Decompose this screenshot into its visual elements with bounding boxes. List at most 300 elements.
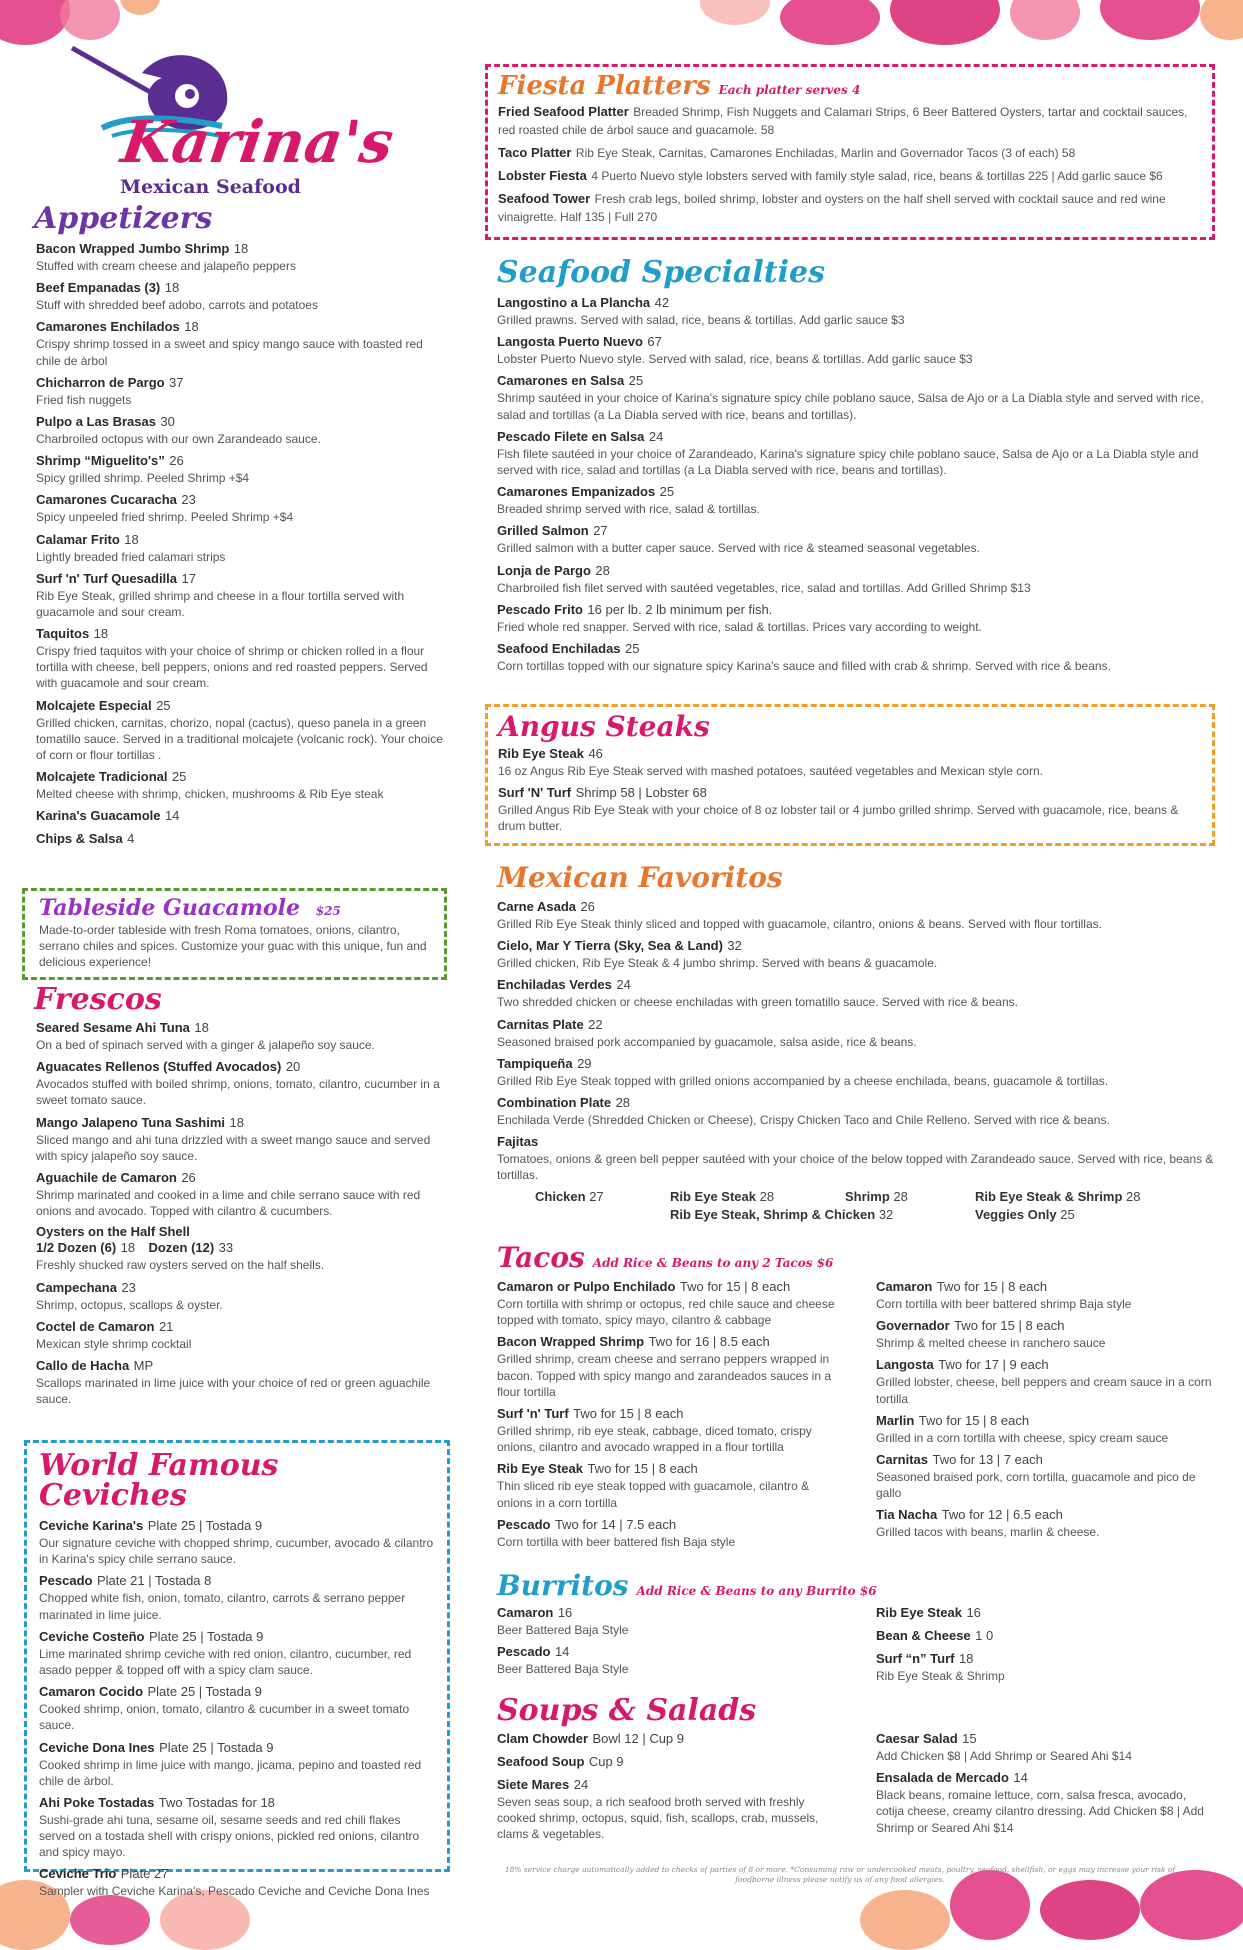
item-name: Camarones Enchilados	[36, 319, 180, 335]
menu-item	[876, 1278, 1215, 1312]
item-price: Two for 17 | 9 each	[938, 1357, 1049, 1373]
section-title: World Famous Ceviches	[39, 1448, 279, 1513]
item-description: Grilled prawns. Served with salad, rice, beans & tortillas. Add garlic sauce $3	[497, 313, 905, 327]
menu-item	[876, 1317, 1215, 1351]
menu-item	[497, 1055, 1215, 1089]
burritos-section	[485, 1569, 1215, 1689]
section-title: Fiesta Platters Each platter serves 4	[498, 71, 861, 101]
item-name: Rib Eye Steak	[498, 746, 584, 761]
menu-item	[876, 1412, 1215, 1446]
item-name: Taquitos	[36, 626, 90, 642]
item-price: Two for 14 | 7.5 each	[554, 1516, 677, 1532]
menu-item	[497, 1604, 836, 1638]
item-name: Camaron	[876, 1279, 933, 1294]
menu-item	[36, 413, 447, 447]
guacamole-box	[22, 888, 447, 980]
item-description: Corn tortilla with beer battered shrimp Baja style	[876, 1297, 1132, 1311]
section-title: Soups & Salads	[497, 1693, 757, 1728]
fajita-name: Rib Eye Steak & Shrimp	[975, 1188, 1123, 1204]
menu-item	[497, 522, 1215, 556]
item-price: 18	[184, 319, 199, 335]
item-price: 23	[121, 1279, 136, 1295]
item-name: Carnitas	[876, 1451, 929, 1467]
menu-item	[36, 1019, 447, 1053]
item-price: 26	[169, 453, 184, 469]
menu-item	[497, 1730, 836, 1748]
menu-item	[497, 333, 1215, 367]
fajita-price: 32	[878, 1206, 894, 1222]
menu-item	[497, 1460, 836, 1510]
menu-item	[497, 898, 1215, 932]
item-description: Lime marinated shrimp ceviche with red onion, cilantro, cucumber, red asado pepper & topped off with a spicy clam sauce.	[39, 1646, 412, 1677]
menu-item	[497, 1278, 836, 1328]
menu-item	[498, 144, 1202, 162]
item-description: Shrimp marinated and cooked in a lime and chile serrano sauce with red onions and avocado. Topped with cilantro & cucumbers.	[36, 1187, 421, 1219]
fajita-option	[845, 1189, 975, 1204]
item-name: Marlin	[876, 1412, 915, 1428]
fajita-price: 28	[759, 1188, 775, 1204]
item-description: Charbroiled fish filet served with sautéed vegetables, rice, salad and tortillas. Add Grilled Shrimp $13	[497, 580, 1031, 595]
item-price: 24	[616, 977, 631, 993]
item-name: Campechana	[36, 1279, 117, 1295]
item-description: Enchilada Verde (Shredded Chicken or Cheese), Crispy Chicken Taco and Chile Relleno. Served with rice & beans.	[497, 1112, 1110, 1127]
menu-item	[497, 1776, 836, 1843]
item-description: Cooked shrimp in lime juice with mango, jicama, pepino and toasted red chile de àrbol.	[39, 1757, 422, 1788]
menu-item	[36, 240, 447, 274]
item-description: On a bed of spinach served with a ginger & jalapeño soy sauce.	[36, 1038, 375, 1052]
item-name: Langosta	[876, 1357, 934, 1373]
item-price: 4	[127, 831, 135, 847]
item-name: Molcajete Tradicional	[36, 769, 168, 785]
item-price: 23	[181, 492, 196, 508]
item-price: Two for 16 | 8.5 each	[648, 1334, 770, 1350]
item-description: Seasoned braised pork accompanied by guacamole, salsa aside, rice & beans.	[497, 1034, 917, 1049]
item-price: Cup 9	[588, 1754, 624, 1769]
menu-item	[36, 1318, 447, 1352]
menu-item	[876, 1730, 1215, 1764]
item-name: Cielo, Mar Y Tierra (Sky, Sea & Land)	[497, 938, 723, 954]
item-name: Calamar Frito	[36, 531, 120, 547]
menu-item	[876, 1650, 1215, 1684]
item-name: Combination Plate	[497, 1094, 612, 1110]
item-name: Chips & Salsa	[36, 831, 123, 847]
item-description: Lobster Puerto Nuevo style. Served with salad, rice, beans & tortillas. Add garlic sauce $3	[497, 352, 973, 367]
item-name: Bean & Cheese	[876, 1628, 971, 1643]
item-description: Beer Battered Baja Style	[497, 1662, 629, 1677]
guacamole-title: Tableside Guacamole $25	[39, 895, 341, 921]
fajita-option	[670, 1189, 845, 1204]
menu-item	[36, 807, 447, 825]
item-description: Grilled in a corn tortilla with cheese, spicy cream sauce	[876, 1430, 1169, 1445]
item-price: Two for 15 | 8 each	[918, 1412, 1030, 1428]
item-name: Pescado	[497, 1516, 551, 1532]
item-price: Two for 13 | 7 each	[932, 1451, 1043, 1467]
item-name: Seafood Enchiladas	[497, 640, 621, 656]
item-price: Plate 25 | Tostada 9	[147, 1684, 262, 1700]
item-name: Seared Sesame Ahi Tuna	[36, 1020, 190, 1035]
item-name: Aguachile de Camaron	[36, 1169, 177, 1185]
menu-item	[39, 1739, 435, 1789]
menu-item	[497, 483, 1215, 517]
item-description: Chopped white fish, onion, tomato, cilantro, carrots & serrano pepper marinated in lime juice.	[39, 1591, 406, 1622]
item-price: 22	[588, 1016, 603, 1032]
menu-item	[39, 1572, 435, 1622]
fajita-name: Veggies Only	[975, 1206, 1057, 1222]
item-description: Rib Eye Steak, Carnitas, Camarones Enchiladas, Marlin and Governador Tacos (3 of each) 58	[575, 146, 1076, 160]
item-price: MP	[133, 1357, 154, 1373]
fiesta-subtitle: Each platter serves 4	[718, 83, 861, 97]
menu-item	[876, 1769, 1215, 1836]
item-description: Beer Battered Baja Style	[497, 1623, 629, 1637]
item-description: Spicy unpeeled fried shrimp. Peeled Shrimp +$4	[36, 510, 294, 525]
item-price: 20	[285, 1059, 301, 1075]
item-description: 16 oz Angus Rib Eye Steak served with mashed potatoes, sautéed vegetables and Mexican style corn.	[498, 764, 1043, 778]
item-description: Seasoned braised pork, corn tortilla, guacamole and pico de gallo	[876, 1469, 1196, 1501]
item-name: Shrimp “Miguelito's”	[36, 453, 165, 469]
item-name: Seafood Tower	[498, 191, 591, 206]
item-name: Pescado Filete en Salsa	[497, 428, 645, 444]
item-price: Two for 15 | 8 each	[679, 1279, 791, 1294]
item-description: Our signature ceviche with chopped shrimp, cucumber, avocado & cilantro in Karina's spicy chile serrano sauce.	[39, 1536, 434, 1567]
item-price: Plate 25 | Tostada 9	[147, 1518, 263, 1533]
item-price: 18	[233, 241, 249, 256]
item-description: Charbroiled octopus with our own Zarandeado sauce.	[36, 431, 321, 446]
item-price: Two Tostadas for 18	[158, 1794, 275, 1810]
item-price: Plate 25 | Tostada 9	[148, 1628, 264, 1644]
item-name: Camarones Empanizados	[497, 484, 656, 500]
menu-item	[497, 1405, 836, 1455]
brand-name: Karina's	[117, 108, 398, 176]
item-name: Camaron	[497, 1605, 554, 1620]
item-description: Corn tortilla with shrimp or octopus, red chile sauce and cheese topped with tomato, spicy mayo, cilantro & cabbage	[497, 1297, 835, 1328]
item-price: 15	[962, 1731, 977, 1746]
item-description: Scallops marinated in lime juice with your choice of red or green aguachile sauce.	[36, 1375, 431, 1407]
item-price: Two for 15 | 8 each	[936, 1279, 1048, 1294]
item-description: Grilled Rib Eye Steak topped with grilled onions accompanied by a cheese enchilada, beans, guacamole & tortillas.	[497, 1073, 1109, 1088]
item-price: 37	[169, 374, 184, 390]
item-description: Fresh crab legs, boiled shrimp, lobster and oysters on the half shell served with cocktail sauce and red wine vinaigrette. Half 135 | Full 270	[498, 192, 1166, 224]
item-name: Tampiqueña	[497, 1055, 573, 1071]
item-description: Thin sliced rib eye steak topped with guacamole, cilantro & onions in a corn tortilla	[497, 1479, 810, 1510]
item-price: 16	[966, 1605, 981, 1620]
menu-item	[498, 190, 1202, 226]
item-price: 30	[160, 413, 175, 429]
item-price: Shrimp 58 | Lobster 68	[575, 785, 707, 801]
item-price: 24	[573, 1777, 589, 1792]
menu-item	[36, 1357, 447, 1407]
item-description: Sliced mango and ahi tuna drizzled with a sweet mango sauce and served with spicy jalapeño soy sauce.	[36, 1132, 431, 1163]
item-name: Surf “n” Turf	[876, 1651, 955, 1666]
item-name: Camaron Cocido	[39, 1684, 144, 1700]
fajita-price: 28	[893, 1188, 908, 1204]
item-name: Carne Asada	[497, 899, 576, 914]
item-description: Fried fish nuggets	[36, 392, 132, 407]
item-name: Fried Seafood Platter	[498, 104, 629, 119]
item-description: Stuffed with cream cheese and jalapeño peppers	[36, 259, 296, 273]
item-name: Enchiladas Verdes	[497, 977, 612, 993]
item-price: 67	[647, 334, 662, 350]
item-description: Fried whole red snapper. Served with rice, salad & tortillas. Prices vary according to weight.	[497, 619, 982, 634]
fajita-price: 27	[589, 1188, 604, 1204]
item-description: Breaded shrimp served with rice, salad & tortillas.	[497, 502, 760, 517]
item-price: 16	[557, 1605, 573, 1620]
item-name: Pescado	[497, 1644, 551, 1660]
item-name: Bacon Wrapped Shrimp	[497, 1334, 645, 1350]
menu-item	[497, 937, 1215, 971]
appetizers-section	[22, 201, 447, 853]
item-description: Shrimp sautéed in your choice of Karina's signature spicy chile poblano sauce, Salsa de Ajo or a La Diabla style and served with rice, salad and tortillas (a La Diabla served with rice, beans and tortillas).	[497, 391, 1204, 422]
menu-item	[36, 279, 447, 313]
item-name: Rib Eye Steak	[497, 1461, 583, 1477]
item-price: 18	[164, 280, 180, 296]
logo	[22, 18, 447, 198]
item-price: 25	[625, 640, 640, 656]
menu-item	[497, 601, 1215, 635]
item-name: Clam Chowder	[497, 1731, 589, 1746]
item-price: 18	[93, 626, 109, 642]
menu-item	[498, 784, 1202, 834]
item-price: 1 0	[975, 1628, 994, 1643]
item-name: Callo de Hacha	[36, 1357, 130, 1373]
menu-item	[36, 374, 447, 408]
item-price: 18	[958, 1651, 974, 1666]
item-price: 29	[577, 1055, 592, 1071]
item-price: 18	[229, 1114, 244, 1130]
fajita-name: Rib Eye Steak, Shrimp & Chicken	[670, 1206, 876, 1222]
menu-item	[36, 531, 447, 565]
item-price: Two for 12 | 6.5 each	[941, 1507, 1063, 1523]
section-title: Tacos Add Rice & Beans to any 2 Tacos $6	[497, 1241, 834, 1274]
menu-item	[876, 1627, 1215, 1645]
item-name: Surf 'n' Turf Quesadilla	[36, 570, 178, 586]
item-name: Beef Empanadas (3)	[36, 280, 161, 296]
item-name: Fajitas	[497, 1134, 539, 1150]
item-description: Two shredded chicken or cheese enchiladas with green tomatillo sauce. Served with rice & beans.	[497, 995, 1018, 1010]
ceviches-box	[24, 1440, 450, 1899]
menu-item	[876, 1356, 1215, 1406]
item-price: 21	[158, 1318, 174, 1334]
item-description: Black beans, romaine lettuce, corn, salsa fresca, avocado, cotija cheese, creamy cilantro dressing. Add Chicken $8 | Add Shrimp or Seared Ahi $14	[876, 1788, 1204, 1835]
item-name: Taco Platter	[498, 145, 572, 160]
menu-item	[36, 1169, 447, 1219]
item-price: 26	[181, 1169, 196, 1185]
menu-item	[36, 452, 447, 486]
item-price: Plate 25 | Tostada 9	[159, 1739, 274, 1755]
item-description: Avocados stuffed with boiled shrimp, onions, tomato, cilantro, cucumber in a sweet tomato sauce.	[36, 1077, 440, 1108]
item-description: Lightly breaded fried calamari strips	[36, 549, 226, 564]
item-price: 26	[580, 899, 595, 914]
item-description: Cooked shrimp, onion, tomato, cilantro & cucumber in a sweet tomato sauce.	[39, 1702, 410, 1733]
section-title: Burritos Add Rice & Beans to any Burrito $6	[497, 1569, 877, 1602]
item-description: Rib Eye Steak, grilled shrimp and cheese in a flour tortilla served with guacamole and sour cream.	[36, 588, 405, 619]
menu-item	[39, 1628, 435, 1678]
item-name: Lobster Fiesta	[498, 168, 587, 183]
fiesta-platters-box	[485, 64, 1215, 240]
menu-item	[36, 318, 447, 368]
item-price: 14	[164, 808, 180, 824]
item-description: Stuff with shredded beef adobo, carrots and potatoes	[36, 298, 318, 313]
item-name: Camarones en Salsa	[497, 373, 625, 389]
menu-item	[876, 1506, 1215, 1540]
fajita-option	[975, 1207, 1175, 1222]
item-price: 25	[659, 484, 675, 500]
item-description: Spicy grilled shrimp. Peeled Shrimp +$4	[36, 471, 250, 486]
item-price: Two for 15 | 8 each	[587, 1461, 698, 1477]
item-name: Surf 'n' Turf	[497, 1405, 569, 1421]
footer-note: 18% service charge automatically added to checks of parties of 8 or more. *Consuming raw or undercooked meats, poultry, seafood, shellfish, or eggs may increase your risk of foodborne illness please notify us of any food allergies.	[504, 1865, 1176, 1884]
menu-item	[497, 976, 1215, 1010]
fajita-price: 28	[1126, 1188, 1141, 1204]
frescos-section	[22, 982, 447, 1412]
item-description: Grilled shrimp, cream cheese and serrano peppers wrapped in bacon. Topped with spicy mango and zarandeados sauces in a flour tortilla	[497, 1352, 832, 1399]
item-description: Tomatoes, onions & green bell pepper sautéed with your choice of the below topped with Zarandeado sauce. Served with rice, beans & tortillas.	[497, 1152, 1214, 1183]
menu-item	[497, 1516, 836, 1550]
item-name: Ceviche Karina's	[39, 1518, 144, 1533]
item-name: Chicharron de Pargo	[36, 374, 165, 390]
item-description: Shrimp, octopus, scallops & oyster.	[36, 1297, 223, 1312]
item-description: Sushi-grade ahi tuna, sesame oil, sesame seeds and red chili flakes served on a tostada shell with crispy onions, pickled red onions, cilantro and spicy mayo.	[39, 1812, 420, 1860]
item-name: Pulpo a Las Brasas	[36, 413, 156, 429]
item-description: Rib Eye Steak & Shrimp	[876, 1669, 1005, 1683]
item-price: 14	[554, 1644, 570, 1660]
burritos-subtitle: Add Rice & Beans to any Burrito $6	[636, 1584, 877, 1598]
tacos-subtitle: Add Rice & Beans to any 2 Tacos $6	[592, 1256, 834, 1270]
item-description: Melted cheese with shrimp, chicken, mushrooms & Rib Eye steak	[36, 787, 384, 802]
section-title: Frescos	[34, 982, 162, 1017]
fajita-price: 25	[1060, 1206, 1075, 1222]
item-description: Grilled salmon with a butter caper sauce. Served with rice & steamed seasonal vegetables.	[497, 541, 980, 556]
item-name: Ceviche Costeño	[39, 1628, 145, 1644]
menu-item	[36, 1114, 447, 1164]
item-name: Seafood Soup	[497, 1754, 585, 1769]
fajita-option	[535, 1189, 670, 1204]
item-name: Caesar Salad	[876, 1731, 958, 1746]
menu-item	[498, 167, 1202, 185]
item-price: Two for 15 | 8 each	[573, 1405, 684, 1421]
menu-item	[497, 1016, 1215, 1050]
item-description: Crispy shrimp tossed in a sweet and spicy mango sauce with toasted red chile de àrbol	[36, 337, 423, 368]
menu-item	[36, 697, 447, 764]
fajita-name: Rib Eye Steak	[670, 1188, 756, 1204]
item-price: Plate 27	[120, 1866, 169, 1882]
item-name: Siete Mares	[497, 1777, 570, 1792]
fajita-option	[975, 1189, 1175, 1204]
item-name: Ensalada de Mercado	[876, 1770, 1009, 1786]
menu-item	[36, 570, 447, 620]
item-price: 28	[595, 562, 610, 578]
menu-item	[497, 1753, 836, 1771]
menu-item	[39, 1683, 435, 1733]
soups-salads-section	[485, 1693, 1215, 1848]
item-price: 32	[727, 938, 742, 954]
item-description: Shrimp & melted cheese in ranchero sauce	[876, 1336, 1106, 1351]
item-name: Coctel de Camaron	[36, 1318, 155, 1334]
item-name: Surf 'N' Turf	[498, 785, 572, 801]
item-price: 27	[593, 523, 608, 539]
menu-item	[36, 830, 447, 848]
menu-item	[497, 1643, 836, 1677]
item-name: Langosta Puerto Nuevo	[497, 334, 643, 350]
item-description: Corn tortillas topped with our signature spicy Karina's sauce and filled with crab & shrimp. Served with rice & beans.	[497, 658, 1111, 673]
item-price: 17	[181, 570, 196, 586]
menu-item	[39, 1517, 435, 1567]
item-name: Camaron or Pulpo Enchilado	[497, 1279, 676, 1294]
seafood-specialties-section	[485, 255, 1215, 679]
item-name: Rib Eye Steak	[876, 1605, 962, 1620]
item-name: Ahi Poke Tostadas	[39, 1794, 155, 1810]
item-description: Sampler with Ceviche Karina's, Pescado Ceviche and Ceviche Dona Ines	[39, 1884, 430, 1899]
item-price: 25	[628, 373, 644, 389]
menu-item	[497, 428, 1215, 478]
section-title: Angus Steaks	[498, 710, 710, 743]
item-name: Langostino a La Plancha	[497, 295, 651, 310]
item-price: 46	[588, 746, 603, 761]
item-price: 18	[194, 1020, 209, 1035]
item-name: Mango Jalapeno Tuna Sashimi	[36, 1114, 226, 1130]
item-name: Pescado Frito	[497, 601, 583, 617]
angus-steaks-box	[485, 704, 1215, 846]
guacamole-desc: Made-to-order tableside with fresh Roma tomatoes, onions, cilantro, serrano chiles and spices. Customize your guac with this unique, fun and delicious experience!	[39, 923, 427, 970]
item-name: Governador	[876, 1318, 950, 1334]
item-description: Grilled Angus Rib Eye Steak with your choice of 8 oz lobster tail or 4 jumbo grilled shrimp. Served with guacamole, rice, beans & drum butter.	[498, 803, 1179, 834]
item-price: Two for 15 | 8 each	[954, 1318, 1065, 1334]
menu-item	[497, 640, 1215, 674]
item-description: Grilled Rib Eye Steak thinly sliced and topped with guacamole, cilantro, onions & beans. Served with flour tortillas.	[497, 917, 1102, 931]
item-description: Seven seas soup, a rich seafood broth served with freshly cooked shrimp, octopus, squid, fish, scallops, crab, mussels, clams & vegetables.	[497, 1795, 819, 1842]
item-description: Grilled lobster, cheese, bell peppers and cream sauce in a corn tortilla	[876, 1375, 1212, 1406]
menu-item	[36, 1058, 447, 1108]
item-description: 4 Puerto Nuevo style lobsters served with family style salad, rice, beans & tortillas 225 | Add garlic sauce $6	[591, 169, 1163, 183]
item-price: Bowl 12 | Cup 9	[592, 1731, 685, 1746]
section-title: Appetizers	[34, 201, 213, 236]
item-name: Molcajete Especial	[36, 697, 152, 713]
item-price: 24	[648, 428, 664, 444]
item-price: 18	[124, 531, 139, 547]
item-description: Corn tortilla with beer battered fish Baja style	[497, 1534, 736, 1549]
item-description: Grilled shrimp, rib eye steak, cabbage, diced tomato, crispy onions, cilantro and avocado wrapped in a flour tortilla	[497, 1423, 812, 1455]
item-price: 16 per lb. 2 lb minimum per fish.	[587, 601, 773, 617]
menu-item	[497, 1333, 836, 1400]
item-price: 28	[615, 1094, 631, 1110]
menu-item	[36, 1279, 447, 1313]
menu-item	[36, 768, 447, 802]
fajitas-options	[535, 1189, 1215, 1222]
menu-item	[39, 1865, 435, 1899]
item-price: 14	[1013, 1770, 1028, 1786]
item-name: Carnitas Plate	[497, 1016, 584, 1032]
item-name: Ceviche Trio	[39, 1866, 117, 1882]
section-title: Seafood Specialties	[497, 255, 825, 290]
item-price: 42	[654, 295, 670, 310]
guacamole-price: $25	[315, 904, 341, 918]
item-description: Grilled chicken, Rib Eye Steak & 4 jumbo shrimp. Served with beans & guacamole.	[497, 956, 938, 971]
item-description: Crispy fried taquitos with your choice of shrimp or chicken rolled in a flour tortilla with cheese, bell peppers, onions and red roasted peppers. Served with guacamole and sour cream.	[36, 644, 428, 691]
menu-item	[876, 1451, 1215, 1501]
item-name: Camarones Cucaracha	[36, 492, 177, 508]
item-name: Ceviche Dona Ines	[39, 1739, 155, 1755]
menu-item	[497, 294, 1215, 328]
item-description: Add Chicken $8 | Add Shrimp or Seared Ahi $14	[876, 1749, 1132, 1763]
item-price: 25	[171, 769, 187, 785]
tacos-section	[485, 1241, 1215, 1555]
menu-item	[36, 491, 447, 525]
item-price: Plate 21 | Tostada 8	[96, 1573, 212, 1589]
section-title: Mexican Favoritos	[497, 861, 783, 894]
item-name: Pescado	[39, 1573, 93, 1589]
mexican-favoritos-section	[485, 861, 1215, 1222]
item-description: Grilled chicken, carnitas, chorizo, nopal (cactus), queso panela in a green tomatillo sauce. Served in a traditional molcajete (volcanic rock). Your choice of corn or flour tortillas .	[36, 715, 443, 762]
brand-tagline: Mexican Seafood	[120, 176, 301, 198]
